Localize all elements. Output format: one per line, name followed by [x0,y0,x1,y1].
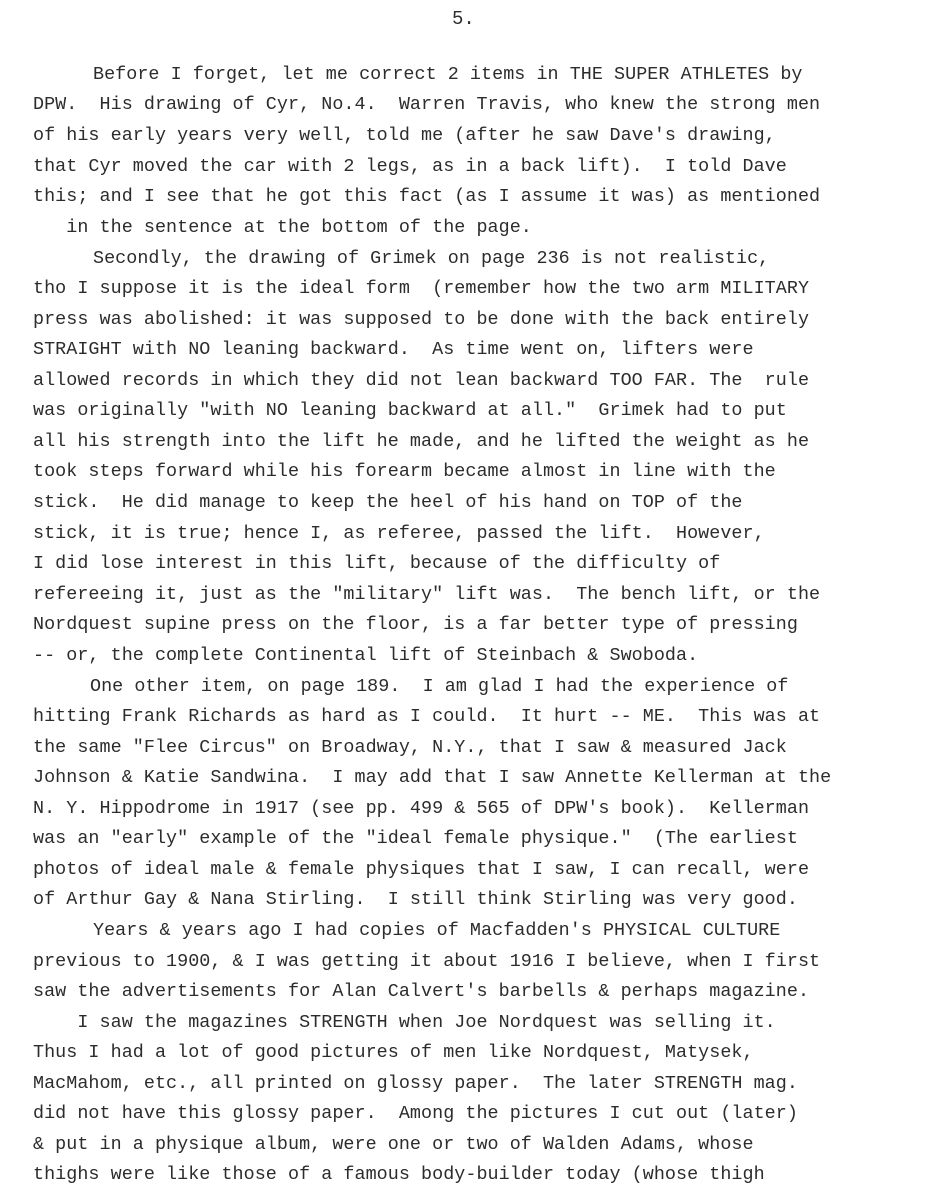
text-line: refereeing it, just as the "military" lift was. The bench lift, or the [33,584,821,605]
text-line: MacMahom, etc., all printed on glossy paper. The later STRENGTH mag. [33,1073,798,1094]
text-line: saw the advertisements for Alan Calvert's barbells & perhaps magazine. [33,981,810,1002]
text-line: & put in a physique album, were one or two of Walden Adams, whose [33,1134,754,1155]
text-line: that Cyr moved the car with 2 legs, as in a back lift). I told Dave [33,156,787,177]
text-line: this; and I see that he got this fact (as I assume it was) as mentioned [33,186,821,207]
text-line: previous to 1900, & I was getting it about 1916 I believe, when I first [33,951,821,972]
text-line: did not have this glossy paper. Among the pictures I cut out (later) [33,1103,798,1124]
text-line: allowed records in which they did not lean backward TOO FAR. The rule [33,370,810,391]
text-line: was originally "with NO leaning backward at all." Grimek had to put [33,400,787,421]
text-line: N. Y. Hippodrome in 1917 (see pp. 499 & 565 of DPW's book). Kellerman [33,798,810,819]
text-line: of his early years very well, told me (after he saw Dave's drawing, [33,125,776,146]
text-line: Johnson & Katie Sandwina. I may add that I saw Annette Kellerman at the [33,767,832,788]
text-line: -- or, the complete Continental lift of Steinbach & Swoboda. [33,645,699,666]
text-line: thighs were like those of a famous body-builder today (whose thigh [33,1164,765,1185]
text-line: of Arthur Gay & Nana Stirling. I still think Stirling was very good. [33,889,798,910]
text-line: Secondly, the drawing of Grimek on page 236 is not realistic, [93,248,770,269]
text-line: stick, it is true; hence I, as referee, passed the lift. However, [33,523,765,544]
text-line: tho I suppose it is the ideal form (remember how the two arm MILITARY [33,278,810,299]
text-line: the same "Flee Circus" on Broadway, N.Y., that I saw & measured Jack [33,737,787,758]
text-line: photos of ideal male & female physiques that I saw, I can recall, were [33,859,810,880]
text-line: I saw the magazines STRENGTH when Joe Nordquest was selling it. [33,1012,776,1033]
text-line: I did lose interest in this lift, because of the difficulty of [33,553,721,574]
text-line: all his strength into the lift he made, and he lifted the weight as he [33,431,810,452]
text-line: One other item, on page 189. I am glad I had the experience of [90,676,789,697]
text-line: DPW. His drawing of Cyr, No.4. Warren Travis, who knew the strong men [33,94,821,115]
text-line: was an "early" example of the "ideal female physique." (The earliest [33,828,798,849]
text-line: hitting Frank Richards as hard as I could. It hurt -- ME. This was at [33,706,821,727]
text-line: stick. He did manage to keep the heel of his hand on TOP of the [33,492,743,513]
text-line: press was abolished: it was supposed to be done with the back entirely [33,309,810,330]
text-line: Years & years ago I had copies of Macfadden's PHYSICAL CULTURE [93,920,781,941]
text-line: Nordquest supine press on the floor, is a far better type of pressing [33,614,798,635]
page-number: 5. [452,8,475,30]
text-line: STRAIGHT with NO leaning backward. As time went on, lifters were [33,339,754,360]
text-line: Before I forget, let me correct 2 items in THE SUPER ATHLETES by [93,64,803,85]
text-line: in the sentence at the bottom of the page. [33,217,532,238]
text-line: took steps forward while his forearm became almost in line with the [33,461,776,482]
text-line: Thus I had a lot of good pictures of men like Nordquest, Matysek, [33,1042,754,1063]
